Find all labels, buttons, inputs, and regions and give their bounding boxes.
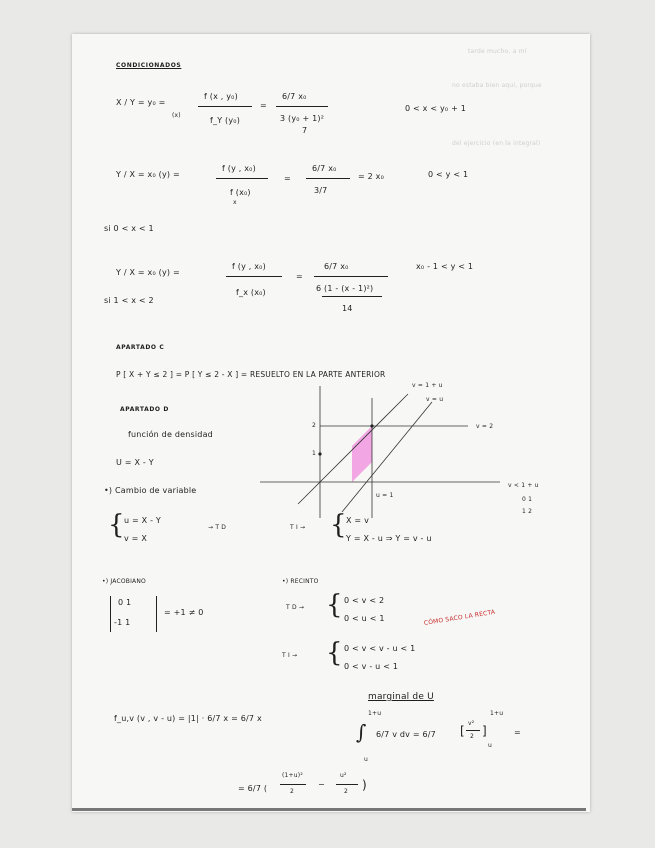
eq1-lhs-sub: (x)	[172, 112, 181, 119]
probability-line: P [ X + Y ≤ 2 ] = P [ Y ≤ 2 - X ] = RESUELTO EN LA PARTE ANTERIOR	[116, 370, 386, 379]
eq2-range: 0 < y < 1	[428, 170, 469, 179]
eq1-den: f_Y (y₀)	[210, 116, 241, 125]
graph-label-vu: v = u	[426, 396, 444, 403]
integral-lower2: u	[488, 742, 493, 749]
graph-condition: v < 1 + u	[508, 482, 539, 489]
final-minus: −	[318, 780, 325, 789]
fraction-bar	[280, 784, 306, 785]
eq2-num2: 6/7 x₀	[312, 164, 337, 173]
graph-tick-2: 2	[312, 422, 317, 429]
eq1-num: f (x , y₀)	[204, 92, 238, 101]
condition-si-2: si 1 < x < 2	[104, 296, 154, 305]
eq2-eq: =	[284, 174, 291, 183]
brace: {	[108, 510, 125, 540]
u-definition: U = X - Y	[116, 458, 154, 467]
eq3-lhs: Y / X = x₀ (y) =	[116, 268, 180, 277]
integral-upper: 1+u	[368, 710, 382, 717]
section-marginal: marginal de U	[368, 692, 434, 702]
integral-body: 6/7 v dv = 6/7	[376, 730, 436, 739]
sys2-line1: X = v	[346, 516, 370, 525]
final-post: )	[362, 778, 367, 792]
eq3-eq: =	[296, 272, 303, 281]
funcion-densidad: función de densidad	[128, 430, 213, 439]
eq2-den2: 3/7	[314, 186, 328, 195]
fraction-bar	[336, 784, 358, 785]
section-jacobiano: •) JACOBIANO	[102, 578, 146, 585]
line-v-equals-1-plus-u	[298, 394, 408, 504]
eq3-num: f (y , x₀)	[232, 262, 266, 271]
graph-label-v1u: v = 1 + u	[412, 382, 443, 389]
final-n1: (1+u)²	[282, 772, 303, 779]
final-pre: = 6/7 (	[238, 784, 268, 793]
eq3-den2: 6 (1 - (x - 1)²)	[316, 284, 374, 293]
shaded-region	[352, 426, 372, 482]
condition-si-1: si 0 < x < 1	[104, 224, 154, 233]
eq3-range: x₀ - 1 < y < 1	[416, 262, 474, 271]
final-n2: u²	[340, 772, 347, 779]
integral-upper2: 1+u	[490, 710, 504, 717]
eq1-range: 0 < x < y₀ + 1	[405, 104, 467, 113]
section-recinto: •) RECINTO	[282, 578, 319, 585]
integral-frac-den: 2	[470, 733, 475, 740]
fraction-bar	[306, 178, 350, 179]
brace: {	[326, 590, 343, 620]
eq1-num2: 6/7 x₀	[282, 92, 307, 101]
eq1-eq: =	[260, 101, 267, 110]
eq3-den2b: 14	[342, 304, 353, 313]
bleed-text: tarde mucho, a mí	[468, 48, 527, 55]
rec2-lead: T I →	[282, 652, 298, 659]
page-bottom-edge	[72, 808, 586, 811]
integral-lower: u	[364, 756, 369, 763]
rec1-lead: T D →	[286, 604, 305, 611]
jacobian-row1: 0 1	[118, 598, 132, 607]
graph-col1: 0 1	[522, 496, 533, 503]
graph-label-v2: v = 2	[476, 423, 494, 430]
jacobian-result: = +1 ≠ 0	[164, 608, 204, 617]
eq1-den2b: 7	[302, 126, 308, 135]
eq2-den: f (x₀)	[230, 188, 251, 197]
sys2-line2: Y = X - u ⇒ Y = v - u	[346, 534, 432, 543]
graph-col2: 1 2	[522, 508, 533, 515]
rec1-line1: 0 < v < 2	[344, 596, 385, 605]
sys1-arrow: → T D	[208, 524, 227, 531]
graph-tick-1: 1	[312, 450, 317, 457]
jacobian-row2: -1 1	[114, 618, 131, 627]
region-graph	[260, 378, 510, 528]
bracket-right: ]	[482, 724, 487, 738]
determinant-bar-left	[110, 596, 111, 632]
sys1-line1: u = X - Y	[124, 516, 161, 525]
fraction-bar	[198, 106, 252, 107]
sys2-lead: T I →	[290, 524, 306, 531]
intersection-point	[370, 424, 373, 427]
integral-sign: ∫	[356, 720, 367, 744]
eq2-den-sub: x	[233, 199, 237, 206]
eq1-lhs: X / Y = y₀ =	[116, 98, 166, 107]
red-note: CÓMO SACO LA RECTA	[423, 608, 496, 627]
fraction-bar	[226, 276, 282, 277]
eq1-den2: 3 (y₀ + 1)²	[280, 114, 325, 123]
eq2-num: f (y , x₀)	[222, 164, 256, 173]
brace: {	[330, 510, 347, 540]
eq2-lhs: Y / X = x₀ (y) =	[116, 170, 180, 179]
rec1-line2: 0 < u < 1	[344, 614, 385, 623]
joint-density: f_u,v (v , v - u) = |1| · 6/7 x = 6/7 x	[114, 714, 262, 723]
graph-label-u1: u = 1	[376, 492, 394, 499]
eq3-den: f_x (x₀)	[236, 288, 266, 297]
section-apartado-d: APARTADO D	[120, 406, 169, 413]
rec2-line1: 0 < v < v - u < 1	[344, 644, 416, 653]
fraction-bar	[276, 106, 328, 107]
bracket-left: [	[460, 724, 465, 738]
intercept-point	[318, 452, 321, 455]
bleed-text: del ejercicio (en la integral)	[452, 140, 541, 147]
paper-sheet	[72, 34, 590, 812]
fraction-bar	[466, 730, 480, 731]
eq3-num2: 6/7 x₀	[324, 262, 349, 271]
brace: {	[326, 638, 343, 668]
integral-eq: =	[514, 728, 521, 737]
sys1-line2: v = X	[124, 534, 148, 543]
section-cambio-variable: •) Cambio de variable	[104, 486, 197, 495]
integral-frac-num: v²	[468, 720, 475, 727]
determinant-bar-right	[156, 596, 157, 632]
eq2-rest: = 2 x₀	[358, 172, 385, 181]
bleed-text: no estaba bien aquí, porque	[452, 82, 542, 89]
fraction-bar	[216, 178, 268, 179]
section-apartado-c: APARTADO C	[116, 344, 165, 351]
fraction-bar	[322, 296, 382, 297]
final-d2: 2	[344, 788, 349, 795]
section-condicionados: CONDICIONADOS	[116, 62, 182, 69]
final-d1: 2	[290, 788, 295, 795]
fraction-bar	[314, 276, 388, 277]
rec2-line2: 0 < v - u < 1	[344, 662, 399, 671]
